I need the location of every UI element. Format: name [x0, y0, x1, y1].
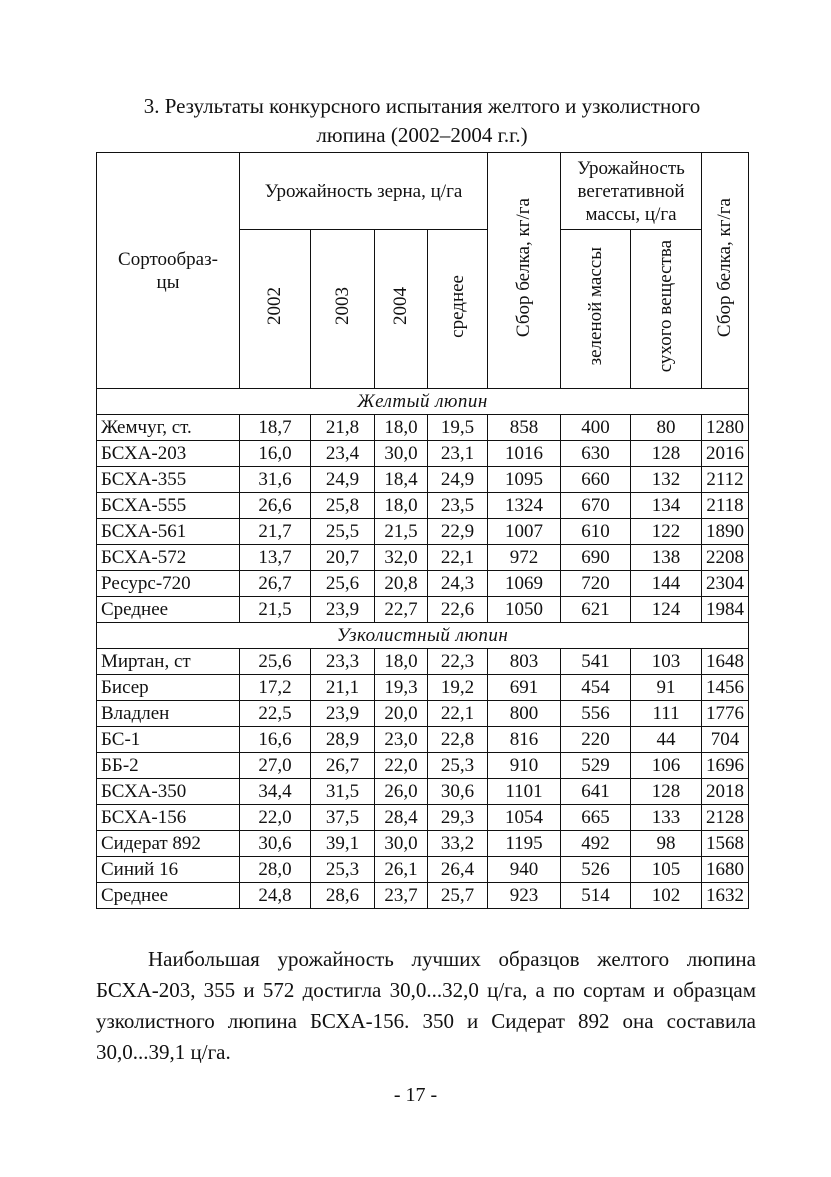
cell-y2002: 16,6	[240, 727, 311, 753]
header-protein-1	[488, 153, 561, 389]
cell-y2003: 39,1	[311, 831, 375, 857]
caption-line-2: люпина (2002–2004 г.г.)	[316, 123, 528, 147]
cell-y2002: 13,7	[240, 545, 311, 571]
cell-average: 30,6	[428, 779, 488, 805]
cell-protein-grain: 858	[488, 415, 561, 441]
cell-variety: БСХА-555	[97, 493, 240, 519]
header-grain-yield: Урожайность зерна, ц/га	[240, 153, 488, 230]
cell-y2002: 31,6	[240, 467, 311, 493]
cell-y2003: 26,7	[311, 753, 375, 779]
cell-y2003: 21,8	[311, 415, 375, 441]
cell-green-mass: 720	[561, 571, 631, 597]
cell-dry-matter: 111	[631, 701, 702, 727]
header-dry-matter-label: сухого вещества	[655, 239, 677, 373]
header-year-2003-label: 2003	[331, 287, 353, 325]
header-year-2004-label: 2004	[390, 287, 411, 325]
cell-y2004: 23,7	[375, 883, 428, 909]
cell-average: 25,7	[428, 883, 488, 909]
cell-protein-veg: 1984	[702, 597, 749, 623]
table-row	[97, 649, 749, 675]
cell-y2002: 28,0	[240, 857, 311, 883]
results-table	[96, 152, 749, 909]
cell-y2003: 25,6	[311, 571, 375, 597]
cell-average: 19,5	[428, 415, 488, 441]
cell-variety: Среднее	[97, 597, 240, 623]
cell-variety: БСХА-355	[97, 467, 240, 493]
cell-variety: Бисер	[97, 675, 240, 701]
table-row	[97, 441, 749, 467]
cell-y2003: 23,9	[311, 701, 375, 727]
cell-y2002: 27,0	[240, 753, 311, 779]
cell-y2002: 25,6	[240, 649, 311, 675]
cell-green-mass: 526	[561, 857, 631, 883]
table-row	[97, 701, 749, 727]
cell-protein-veg: 2112	[702, 467, 749, 493]
header-dry-matter	[631, 230, 702, 389]
cell-y2003: 20,7	[311, 545, 375, 571]
cell-green-mass: 556	[561, 701, 631, 727]
cell-y2004: 22,0	[375, 753, 428, 779]
cell-y2002: 26,7	[240, 571, 311, 597]
cell-protein-veg: 1776	[702, 701, 749, 727]
cell-green-mass: 630	[561, 441, 631, 467]
cell-y2002: 22,0	[240, 805, 311, 831]
header-year-2002-label: 2002	[264, 287, 285, 325]
page-number: - 17 -	[393, 1084, 438, 1106]
cell-protein-grain: 1095	[488, 467, 561, 493]
cell-average: 22,3	[428, 649, 488, 675]
cell-green-mass: 670	[561, 493, 631, 519]
cell-y2002: 21,7	[240, 519, 311, 545]
header-variety-label: Сортообраз- цы	[118, 248, 218, 293]
cell-variety: БСХА-203	[97, 441, 240, 467]
section-row	[97, 623, 749, 649]
cell-average: 29,3	[428, 805, 488, 831]
cell-y2004: 30,0	[375, 441, 428, 467]
cell-y2003: 23,9	[311, 597, 375, 623]
cell-y2002: 26,6	[240, 493, 311, 519]
table-row	[97, 883, 749, 909]
cell-variety: Синий 16	[97, 857, 240, 883]
cell-dry-matter: 102	[631, 883, 702, 909]
table-body	[97, 389, 749, 909]
cell-protein-grain: 803	[488, 649, 561, 675]
cell-dry-matter: 144	[631, 571, 702, 597]
header-average-label: среднее	[446, 274, 468, 338]
cell-y2002: 34,4	[240, 779, 311, 805]
cell-green-mass: 454	[561, 675, 631, 701]
cell-dry-matter: 128	[631, 441, 702, 467]
cell-protein-veg: 1632	[702, 883, 749, 909]
cell-dry-matter: 98	[631, 831, 702, 857]
cell-variety: БСХА-350	[97, 779, 240, 805]
section-row	[97, 389, 749, 415]
cell-y2004: 22,7	[375, 597, 428, 623]
cell-average: 22,1	[428, 545, 488, 571]
cell-variety: БСХА-561	[97, 519, 240, 545]
cell-y2002: 16,0	[240, 441, 311, 467]
cell-protein-grain: 691	[488, 675, 561, 701]
header-protein-2	[702, 153, 749, 389]
cell-y2002: 18,7	[240, 415, 311, 441]
cell-protein-veg: 1456	[702, 675, 749, 701]
cell-y2004: 32,0	[375, 545, 428, 571]
cell-y2004: 30,0	[375, 831, 428, 857]
cell-average: 24,3	[428, 571, 488, 597]
header-year-2004	[375, 230, 428, 389]
header-green-mass-label: зеленой массы	[584, 246, 606, 366]
header-protein-2-label: Сбор белка, кг/га	[714, 197, 736, 338]
cell-variety: БСХА-156	[97, 805, 240, 831]
cell-green-mass: 660	[561, 467, 631, 493]
cell-variety: ББ-2	[97, 753, 240, 779]
table-row	[97, 519, 749, 545]
cell-green-mass: 690	[561, 545, 631, 571]
cell-protein-veg: 2208	[702, 545, 749, 571]
cell-green-mass: 492	[561, 831, 631, 857]
header-protein-1-label: Сбор белка, кг/га	[513, 197, 535, 338]
cell-protein-grain: 1069	[488, 571, 561, 597]
cell-y2002: 24,8	[240, 883, 311, 909]
cell-y2004: 23,0	[375, 727, 428, 753]
cell-protein-veg: 1648	[702, 649, 749, 675]
cell-average: 22,6	[428, 597, 488, 623]
cell-variety: Среднее	[97, 883, 240, 909]
cell-y2003: 23,3	[311, 649, 375, 675]
cell-y2003: 21,1	[311, 675, 375, 701]
cell-variety: БСХА-572	[97, 545, 240, 571]
cell-y2003: 24,9	[311, 467, 375, 493]
cell-green-mass: 529	[561, 753, 631, 779]
cell-protein-veg: 2016	[702, 441, 749, 467]
cell-protein-grain: 923	[488, 883, 561, 909]
section-title: Желтый люпин	[97, 389, 749, 415]
cell-dry-matter: 133	[631, 805, 702, 831]
cell-y2004: 20,0	[375, 701, 428, 727]
header-variety	[97, 153, 240, 389]
cell-y2002: 17,2	[240, 675, 311, 701]
header-green-mass	[561, 230, 631, 389]
cell-protein-grain: 1050	[488, 597, 561, 623]
cell-protein-veg: 704	[702, 727, 749, 753]
header-year-2003	[311, 230, 375, 389]
cell-y2003: 25,5	[311, 519, 375, 545]
cell-y2004: 18,0	[375, 493, 428, 519]
cell-protein-grain: 1054	[488, 805, 561, 831]
cell-dry-matter: 128	[631, 779, 702, 805]
cell-y2004: 18,0	[375, 649, 428, 675]
cell-variety: Владлен	[97, 701, 240, 727]
cell-average: 25,3	[428, 753, 488, 779]
table-header	[97, 153, 749, 389]
table-row	[97, 831, 749, 857]
cell-y2004: 20,8	[375, 571, 428, 597]
header-veg-yield-label: Урожайность вегетативной массы, ц/га	[577, 157, 685, 225]
header-veg-yield	[561, 153, 702, 230]
cell-y2004: 28,4	[375, 805, 428, 831]
cell-protein-veg: 1696	[702, 753, 749, 779]
cell-protein-veg: 1680	[702, 857, 749, 883]
cell-protein-grain: 1101	[488, 779, 561, 805]
cell-y2002: 21,5	[240, 597, 311, 623]
cell-protein-grain: 1016	[488, 441, 561, 467]
table-row	[97, 805, 749, 831]
table-row	[97, 727, 749, 753]
table-row	[97, 753, 749, 779]
cell-green-mass: 220	[561, 727, 631, 753]
cell-dry-matter: 44	[631, 727, 702, 753]
cell-average: 22,1	[428, 701, 488, 727]
cell-protein-veg: 2118	[702, 493, 749, 519]
table-row	[97, 493, 749, 519]
cell-protein-veg: 2018	[702, 779, 749, 805]
section-title: Узколистный люпин	[97, 623, 749, 649]
cell-y2003: 37,5	[311, 805, 375, 831]
cell-protein-grain: 816	[488, 727, 561, 753]
table-row	[97, 779, 749, 805]
table-row	[97, 597, 749, 623]
cell-average: 24,9	[428, 467, 488, 493]
cell-protein-grain: 1007	[488, 519, 561, 545]
cell-y2004: 21,5	[375, 519, 428, 545]
cell-protein-grain: 1324	[488, 493, 561, 519]
cell-protein-veg: 1280	[702, 415, 749, 441]
cell-y2003: 23,4	[311, 441, 375, 467]
cell-variety: БС-1	[97, 727, 240, 753]
cell-dry-matter: 132	[631, 467, 702, 493]
cell-green-mass: 610	[561, 519, 631, 545]
cell-variety: Сидерат 892	[97, 831, 240, 857]
cell-y2004: 26,1	[375, 857, 428, 883]
cell-y2003: 25,3	[311, 857, 375, 883]
cell-green-mass: 514	[561, 883, 631, 909]
cell-protein-veg: 2128	[702, 805, 749, 831]
cell-dry-matter: 138	[631, 545, 702, 571]
table-row	[97, 857, 749, 883]
body-paragraph	[96, 944, 756, 1068]
cell-dry-matter: 124	[631, 597, 702, 623]
cell-average: 23,1	[428, 441, 488, 467]
cell-dry-matter: 106	[631, 753, 702, 779]
cell-protein-veg: 2304	[702, 571, 749, 597]
table-row	[97, 675, 749, 701]
header-year-2002	[240, 230, 311, 389]
cell-y2003: 25,8	[311, 493, 375, 519]
cell-y2002: 22,5	[240, 701, 311, 727]
cell-protein-grain: 1195	[488, 831, 561, 857]
cell-green-mass: 641	[561, 779, 631, 805]
paragraph-text: Наибольшая урожайность лучших образцов желтого люпина БСХА-203, 355 и 572 достигла 30,0...32,0 ц/га, а по сортам и образцам узколистного люпина БСХА-156. 350 и Сидерат 892 она составила 30,0...39,1 ц/га.	[96, 947, 756, 1064]
cell-y2004: 18,0	[375, 415, 428, 441]
cell-average: 26,4	[428, 857, 488, 883]
caption-line-1: 3. Результаты конкурсного испытания желтого и узколистного	[143, 94, 701, 118]
cell-y2004: 18,4	[375, 467, 428, 493]
cell-y2004: 19,3	[375, 675, 428, 701]
cell-y2003: 28,9	[311, 727, 375, 753]
cell-protein-veg: 1568	[702, 831, 749, 857]
cell-y2004: 26,0	[375, 779, 428, 805]
cell-average: 19,2	[428, 675, 488, 701]
table-row	[97, 415, 749, 441]
table-row	[97, 571, 749, 597]
cell-protein-veg: 1890	[702, 519, 749, 545]
cell-dry-matter: 134	[631, 493, 702, 519]
cell-average: 33,2	[428, 831, 488, 857]
cell-dry-matter: 103	[631, 649, 702, 675]
cell-protein-grain: 972	[488, 545, 561, 571]
header-average	[428, 230, 488, 389]
cell-dry-matter: 122	[631, 519, 702, 545]
cell-green-mass: 621	[561, 597, 631, 623]
cell-variety: Жемчуг, ст.	[97, 415, 240, 441]
table-row	[97, 545, 749, 571]
cell-dry-matter: 91	[631, 675, 702, 701]
cell-dry-matter: 80	[631, 415, 702, 441]
cell-dry-matter: 105	[631, 857, 702, 883]
cell-average: 23,5	[428, 493, 488, 519]
cell-protein-grain: 800	[488, 701, 561, 727]
cell-average: 22,8	[428, 727, 488, 753]
cell-protein-grain: 910	[488, 753, 561, 779]
cell-variety: Миртан, ст	[97, 649, 240, 675]
table-caption	[96, 92, 748, 150]
table-row	[97, 467, 749, 493]
cell-protein-grain: 940	[488, 857, 561, 883]
cell-green-mass: 400	[561, 415, 631, 441]
cell-green-mass: 665	[561, 805, 631, 831]
cell-average: 22,9	[428, 519, 488, 545]
cell-y2003: 28,6	[311, 883, 375, 909]
cell-variety: Ресурс-720	[97, 571, 240, 597]
cell-green-mass: 541	[561, 649, 631, 675]
cell-y2002: 30,6	[240, 831, 311, 857]
cell-y2003: 31,5	[311, 779, 375, 805]
